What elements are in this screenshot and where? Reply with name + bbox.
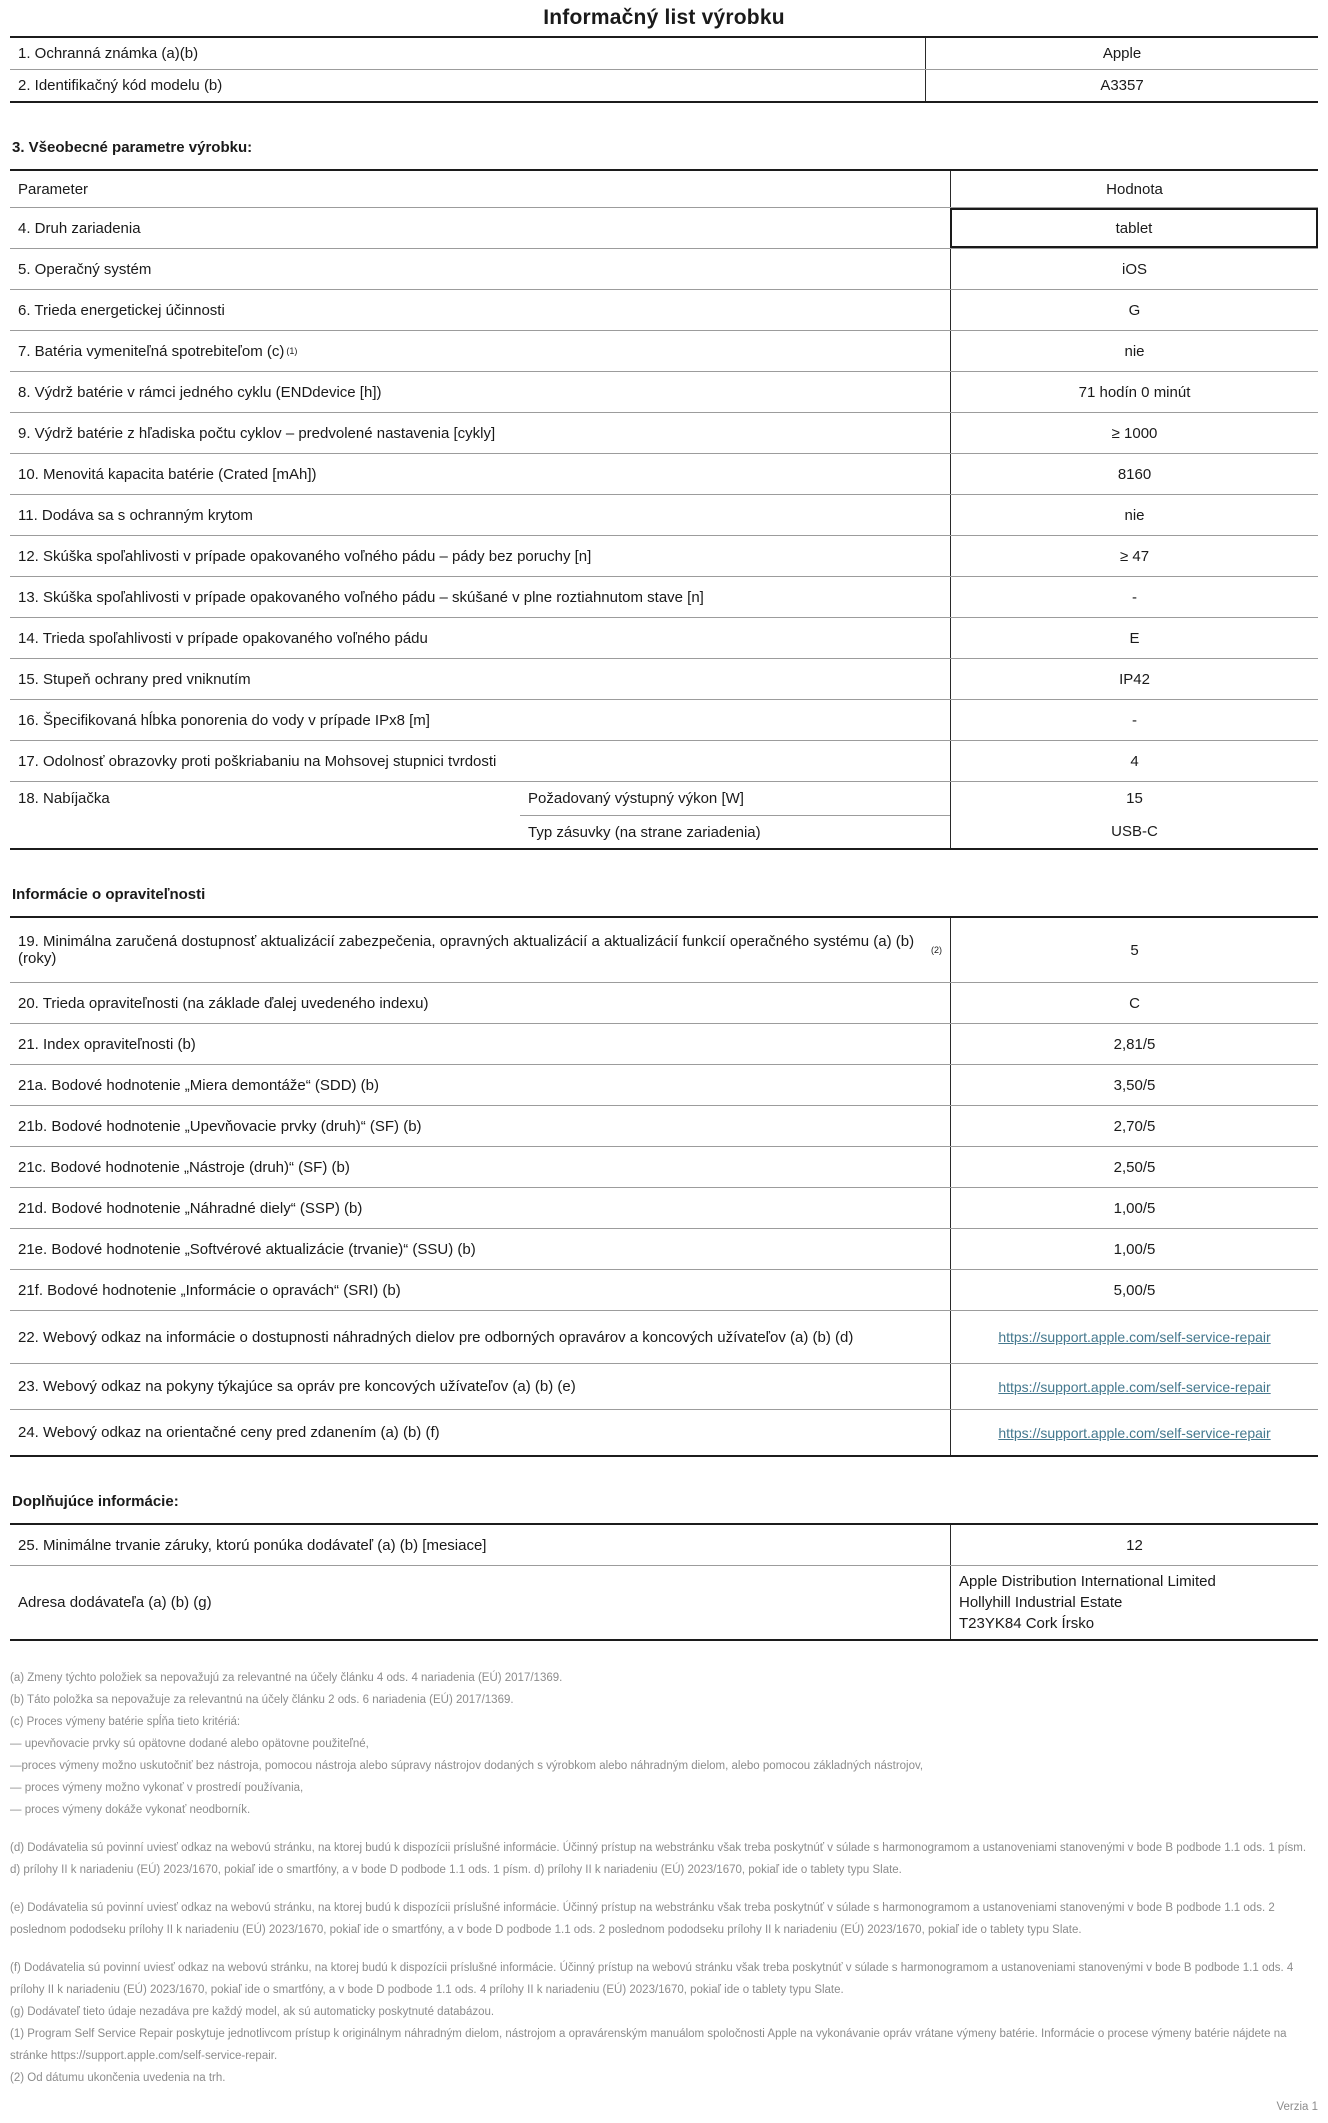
row-value: iOS bbox=[950, 249, 1318, 289]
table-row bbox=[10, 371, 1318, 412]
row-value: IP42 bbox=[950, 659, 1318, 699]
table-row bbox=[10, 453, 1318, 494]
row-label: 14. Trieda spoľahlivosti v prípade opakovaného voľného pádu bbox=[18, 629, 428, 647]
section-heading-additional: Doplňujúce informácie: bbox=[12, 1493, 179, 1510]
row-label: 18. Nabíjačka bbox=[18, 790, 110, 807]
table-row bbox=[10, 289, 1318, 330]
charger-sub-value: 15 bbox=[950, 782, 1318, 815]
footnotes-section bbox=[10, 1667, 1318, 2089]
row-value: Apple bbox=[925, 38, 1318, 69]
row-label: 21b. Bodové hodnotenie „Upevňovacie prvky (druh)“ (SF) (b) bbox=[18, 1117, 422, 1135]
footnote: (a) Zmeny týchto položiek sa nepovažujú za relevantné na účely článku 4 ods. 4 nariadenia (EÚ) 2017/1369. bbox=[10, 1672, 563, 1684]
row-label: 21. Index opraviteľnosti (b) bbox=[18, 1035, 196, 1053]
table-row bbox=[10, 1409, 1318, 1455]
footnote: —proces výmeny možno uskutočniť bez nástroja, pomocou nástroja alebo súpravy nástrojov dodaných s výrobkom alebo náhradným dielom, alebo pomocou základných nástrojov, bbox=[10, 1760, 924, 1772]
table-row bbox=[10, 207, 1318, 248]
table-row bbox=[10, 412, 1318, 453]
address-line: Apple Distribution International Limited bbox=[959, 1573, 1216, 1590]
table-row bbox=[10, 658, 1318, 699]
table-row bbox=[10, 918, 1318, 982]
table-row bbox=[10, 1064, 1318, 1105]
row-label: 11. Dodáva sa s ochranným krytom bbox=[18, 506, 253, 524]
row-value: - bbox=[950, 700, 1318, 740]
table-row bbox=[10, 1023, 1318, 1064]
row-value: E bbox=[950, 618, 1318, 658]
table-row bbox=[10, 1187, 1318, 1228]
row-label: 6. Trieda energetickej účinnosti bbox=[18, 301, 225, 319]
row-label-text: 7. Batéria vymeniteľná spotrebiteľom (c) bbox=[18, 342, 285, 360]
self-service-repair-link[interactable]: https://support.apple.com/self-service-repair bbox=[998, 1424, 1271, 1441]
page-title: Informačný list výrobku bbox=[543, 6, 785, 29]
row-value: 5 bbox=[950, 918, 1318, 982]
table-row bbox=[10, 38, 1318, 69]
column-header-parameter: Parameter bbox=[18, 180, 89, 198]
table-row bbox=[10, 617, 1318, 658]
table-row bbox=[10, 740, 1318, 781]
charger-sub-label: Požadovaný výstupný výkon [W] bbox=[528, 790, 744, 807]
row-value: 1,00/5 bbox=[950, 1229, 1318, 1269]
row-value: 1,00/5 bbox=[950, 1188, 1318, 1228]
table-row bbox=[10, 1269, 1318, 1310]
row-value: 2,70/5 bbox=[950, 1106, 1318, 1146]
table-row bbox=[10, 535, 1318, 576]
footnote: (b) Táto položka sa nepovažuje za relevantnú na účely článku 2 ods. 6 nariadenia (EÚ) 2017/1369. bbox=[10, 1694, 514, 1706]
additional-information-table bbox=[10, 1523, 1318, 1641]
row-label: 15. Stupeň ochrany pred vniknutím bbox=[18, 670, 251, 688]
row-label: 17. Odolnosť obrazovky proti poškriabaniu na Mohsovej stupnici tvrdosti bbox=[18, 752, 497, 770]
table-row bbox=[10, 69, 1318, 101]
row-value: ≥ 1000 bbox=[950, 413, 1318, 453]
table-row bbox=[10, 1363, 1318, 1409]
row-value: - bbox=[950, 577, 1318, 617]
footnote: (c) Proces výmeny batérie spĺňa tieto kritériá: bbox=[10, 1716, 241, 1728]
address-line: T23YK84 Cork Írsko bbox=[959, 1615, 1095, 1632]
row-label: 13. Skúška spoľahlivosti v prípade opakovaného voľného pádu – skúšané v plne roztiahnutom stave [n] bbox=[18, 588, 704, 606]
row-value: nie bbox=[950, 495, 1318, 535]
trademark-model-table bbox=[10, 36, 1318, 103]
row-value bbox=[950, 1311, 1318, 1363]
footnote: (f) Dodávatelia sú povinní uviesť odkaz na webovú stránku, na ktorej budú k dispozícii príslušné informácie. Účinný prístup na webovú stránku však treba poskytnúť v súlade s harmonogramom a ustanoveniami stanovenými v bode B podbode 1.1 ods. 4 prílohy II k nariadeniu (EÚ) 2023/1670, pokiaľ ide o smartfóny, a v bode D podbode 1.1 ods. 4 prílohy II k nariadeniu (EÚ) 2023/1670, pokiaľ ide o tablety typu Slate. bbox=[10, 1962, 1294, 1996]
row-label: 10. Menovitá kapacita batérie (Crated [mAh]) bbox=[18, 465, 317, 483]
row-label: 21c. Bodové hodnotenie „Nástroje (druh)“ (SF) (b) bbox=[18, 1158, 350, 1176]
charger-row bbox=[10, 781, 1318, 848]
table-row bbox=[10, 1525, 1318, 1565]
footnote: (2) Od dátumu ukončenia uvedenia na trh. bbox=[10, 2072, 226, 2084]
address-line: Hollyhill Industrial Estate bbox=[959, 1594, 1123, 1611]
footnote: (g) Dodávateľ tieto údaje nezadáva pre každý model, ak sú automaticky poskytnuté databázou. bbox=[10, 2006, 495, 2018]
table-row bbox=[10, 1228, 1318, 1269]
footnote: — upevňovacie prvky sú opätovne dodané alebo opätovne použiteľné, bbox=[10, 1738, 369, 1750]
charger-sub-value: USB-C bbox=[950, 815, 1318, 848]
version-label: Verzia 1 bbox=[1276, 2101, 1318, 2113]
row-value: 5,00/5 bbox=[950, 1270, 1318, 1310]
row-label: 21a. Bodové hodnotenie „Miera demontáže“ (SDD) (b) bbox=[18, 1076, 380, 1094]
row-value: 2,50/5 bbox=[950, 1147, 1318, 1187]
row-value: 3,50/5 bbox=[950, 1065, 1318, 1105]
table-row bbox=[10, 1310, 1318, 1363]
row-label: 16. Špecifikovaná hĺbka ponorenia do vody v prípade IPx8 [m] bbox=[18, 711, 430, 729]
row-value bbox=[950, 1410, 1318, 1455]
row-label: 12. Skúška spoľahlivosti v prípade opakovaného voľného pádu – pády bez poruchy [n] bbox=[18, 547, 592, 565]
column-header-value: Hodnota bbox=[950, 171, 1318, 207]
supplier-address-value bbox=[950, 1566, 1318, 1639]
repairability-table bbox=[10, 916, 1318, 1457]
charger-sub-label: Typ zásuvky (na strane zariadenia) bbox=[520, 815, 950, 848]
footnote: (1) Program Self Service Repair poskytuje jednotlivcom prístup k originálnym náhradným dielom, nástrojom a opravárenským manuálom spoločnosti Apple na vykonávanie opráv vrátane výmeny batérie. Informácie o procese výmeny batérie nájdete na stránke https://support.apple.com/self-service-repair. bbox=[10, 2028, 1287, 2062]
row-label: 21d. Bodové hodnotenie „Náhradné diely“ (SSP) (b) bbox=[18, 1199, 363, 1217]
row-label: 25. Minimálne trvanie záruky, ktorú ponúka dodávateľ (a) (b) [mesiace] bbox=[18, 1536, 487, 1554]
row-value: A3357 bbox=[925, 70, 1318, 101]
table-row bbox=[10, 330, 1318, 371]
row-label: 1. Ochranná známka (a)(b) bbox=[18, 45, 199, 62]
general-parameters-table bbox=[10, 169, 1318, 850]
row-label: 2. Identifikačný kód modelu (b) bbox=[18, 77, 223, 94]
row-label: 19. Minimálna zaručená dostupnosť aktualizácií zabezpečenia, opravných aktualizácií a aktualizácií funkcií operačného systému (a) (b) (roky) (2) bbox=[18, 933, 942, 967]
row-value: G bbox=[950, 290, 1318, 330]
table-row bbox=[10, 699, 1318, 740]
section-heading-general: 3. Všeobecné parametre výrobku: bbox=[12, 139, 253, 156]
row-label: 24. Webový odkaz na orientačné ceny pred zdanením (a) (b) (f) bbox=[18, 1424, 440, 1441]
self-service-repair-link[interactable]: https://support.apple.com/self-service-repair bbox=[998, 1378, 1271, 1395]
row-label: 5. Operačný systém bbox=[18, 260, 152, 278]
self-service-repair-link[interactable]: https://support.apple.com/self-service-repair bbox=[998, 1329, 1271, 1345]
table-row bbox=[10, 1105, 1318, 1146]
footnote: — proces výmeny možno vykonať v prostredí používania, bbox=[10, 1782, 304, 1794]
footnote: (d) Dodávatelia sú povinní uviesť odkaz na webovú stránku, na ktorej budú k dispozícii príslušné informácie. Účinný prístup na webstránku však treba poskytnúť v súlade s harmonogramom a ustanoveniami stanovenými v bode B podbode 1.1 ods. 1 písm. d) prílohy II k nariadeniu (EÚ) 2023/1670, pokiaľ ide o smartfóny, a v bode D podbode 1.1 ods. 1 písm. d) prílohy II k nariadeniu (EÚ) 2023/1670, pokiaľ ide o tablety typu Slate. bbox=[10, 1842, 1307, 1876]
footnote: (e) Dodávatelia sú povinní uviesť odkaz na webovú stránku, na ktorej budú k dispozícii príslušné informácie. Účinný prístup na webstránku však treba poskytnúť v súlade s harmonogramom a ustanoveniami stanovenými v bode B podbode 1.1 ods. 2 poslednom pododseku prílohy II k nariadeniu (EÚ) 2023/1670, pokiaľ ide o smartfóny, a v bode D podbode 1.1 ods. 2 poslednom pododseku prílohy II k nariadeniu (EÚ) 2023/1670, pokiaľ ide o tablety typu Slate. bbox=[10, 1902, 1275, 1936]
table-row bbox=[10, 576, 1318, 617]
table-row bbox=[10, 982, 1318, 1023]
row-label: 7. Batéria vymeniteľná spotrebiteľom (c) (1) bbox=[18, 342, 298, 360]
row-label-text: 19. Minimálna zaručená dostupnosť aktualizácií zabezpečenia, opravných aktualizácií a aktualizácií funkcií operačného systému (a) (b) (roky) bbox=[18, 933, 915, 967]
table-row bbox=[10, 1146, 1318, 1187]
section-heading-repairability: Informácie o opraviteľnosti bbox=[12, 886, 206, 903]
row-value: 12 bbox=[950, 1525, 1318, 1565]
footnote: — proces výmeny dokáže vykonať neodborník. bbox=[10, 1804, 251, 1816]
row-value: C bbox=[950, 983, 1318, 1023]
row-value: 71 hodín 0 minút bbox=[950, 372, 1318, 412]
row-value: 2,81/5 bbox=[950, 1024, 1318, 1064]
row-label: 20. Trieda opraviteľnosti (na základe ďalej uvedeného indexu) bbox=[18, 994, 429, 1012]
row-label: Adresa dodávateľa (a) (b) (g) bbox=[18, 1594, 212, 1611]
row-label: 9. Výdrž batérie z hľadiska počtu cyklov – predvolené nastavenia [cykly] bbox=[18, 424, 496, 442]
row-value: 4 bbox=[950, 741, 1318, 781]
row-value-highlighted: tablet bbox=[950, 208, 1318, 248]
table-row bbox=[10, 494, 1318, 535]
row-value: ≥ 47 bbox=[950, 536, 1318, 576]
row-label: 21f. Bodové hodnotenie „Informácie o opravách“ (SRI) (b) bbox=[18, 1281, 401, 1299]
row-label: 22. Webový odkaz na informácie o dostupnosti náhradných dielov pre odborných opravárov a koncových užívateľov (a) (b) (d) bbox=[18, 1328, 854, 1346]
row-value: 8160 bbox=[950, 454, 1318, 494]
row-value: nie bbox=[950, 331, 1318, 371]
row-label: 23. Webový odkaz na pokyny týkajúce sa opráv pre koncových užívateľov (a) (b) (e) bbox=[18, 1378, 576, 1395]
supplier-address-row bbox=[10, 1565, 1318, 1639]
row-label: 4. Druh zariadenia bbox=[18, 219, 141, 237]
table-row bbox=[10, 248, 1318, 289]
table-header-row bbox=[10, 171, 1318, 207]
row-label: 8. Výdrž batérie v rámci jedného cyklu (ENDdevice [h]) bbox=[18, 383, 382, 401]
row-value bbox=[950, 1364, 1318, 1409]
row-label: 21e. Bodové hodnotenie „Softvérové aktualizácie (trvanie)“ (SSU) (b) bbox=[18, 1240, 476, 1258]
